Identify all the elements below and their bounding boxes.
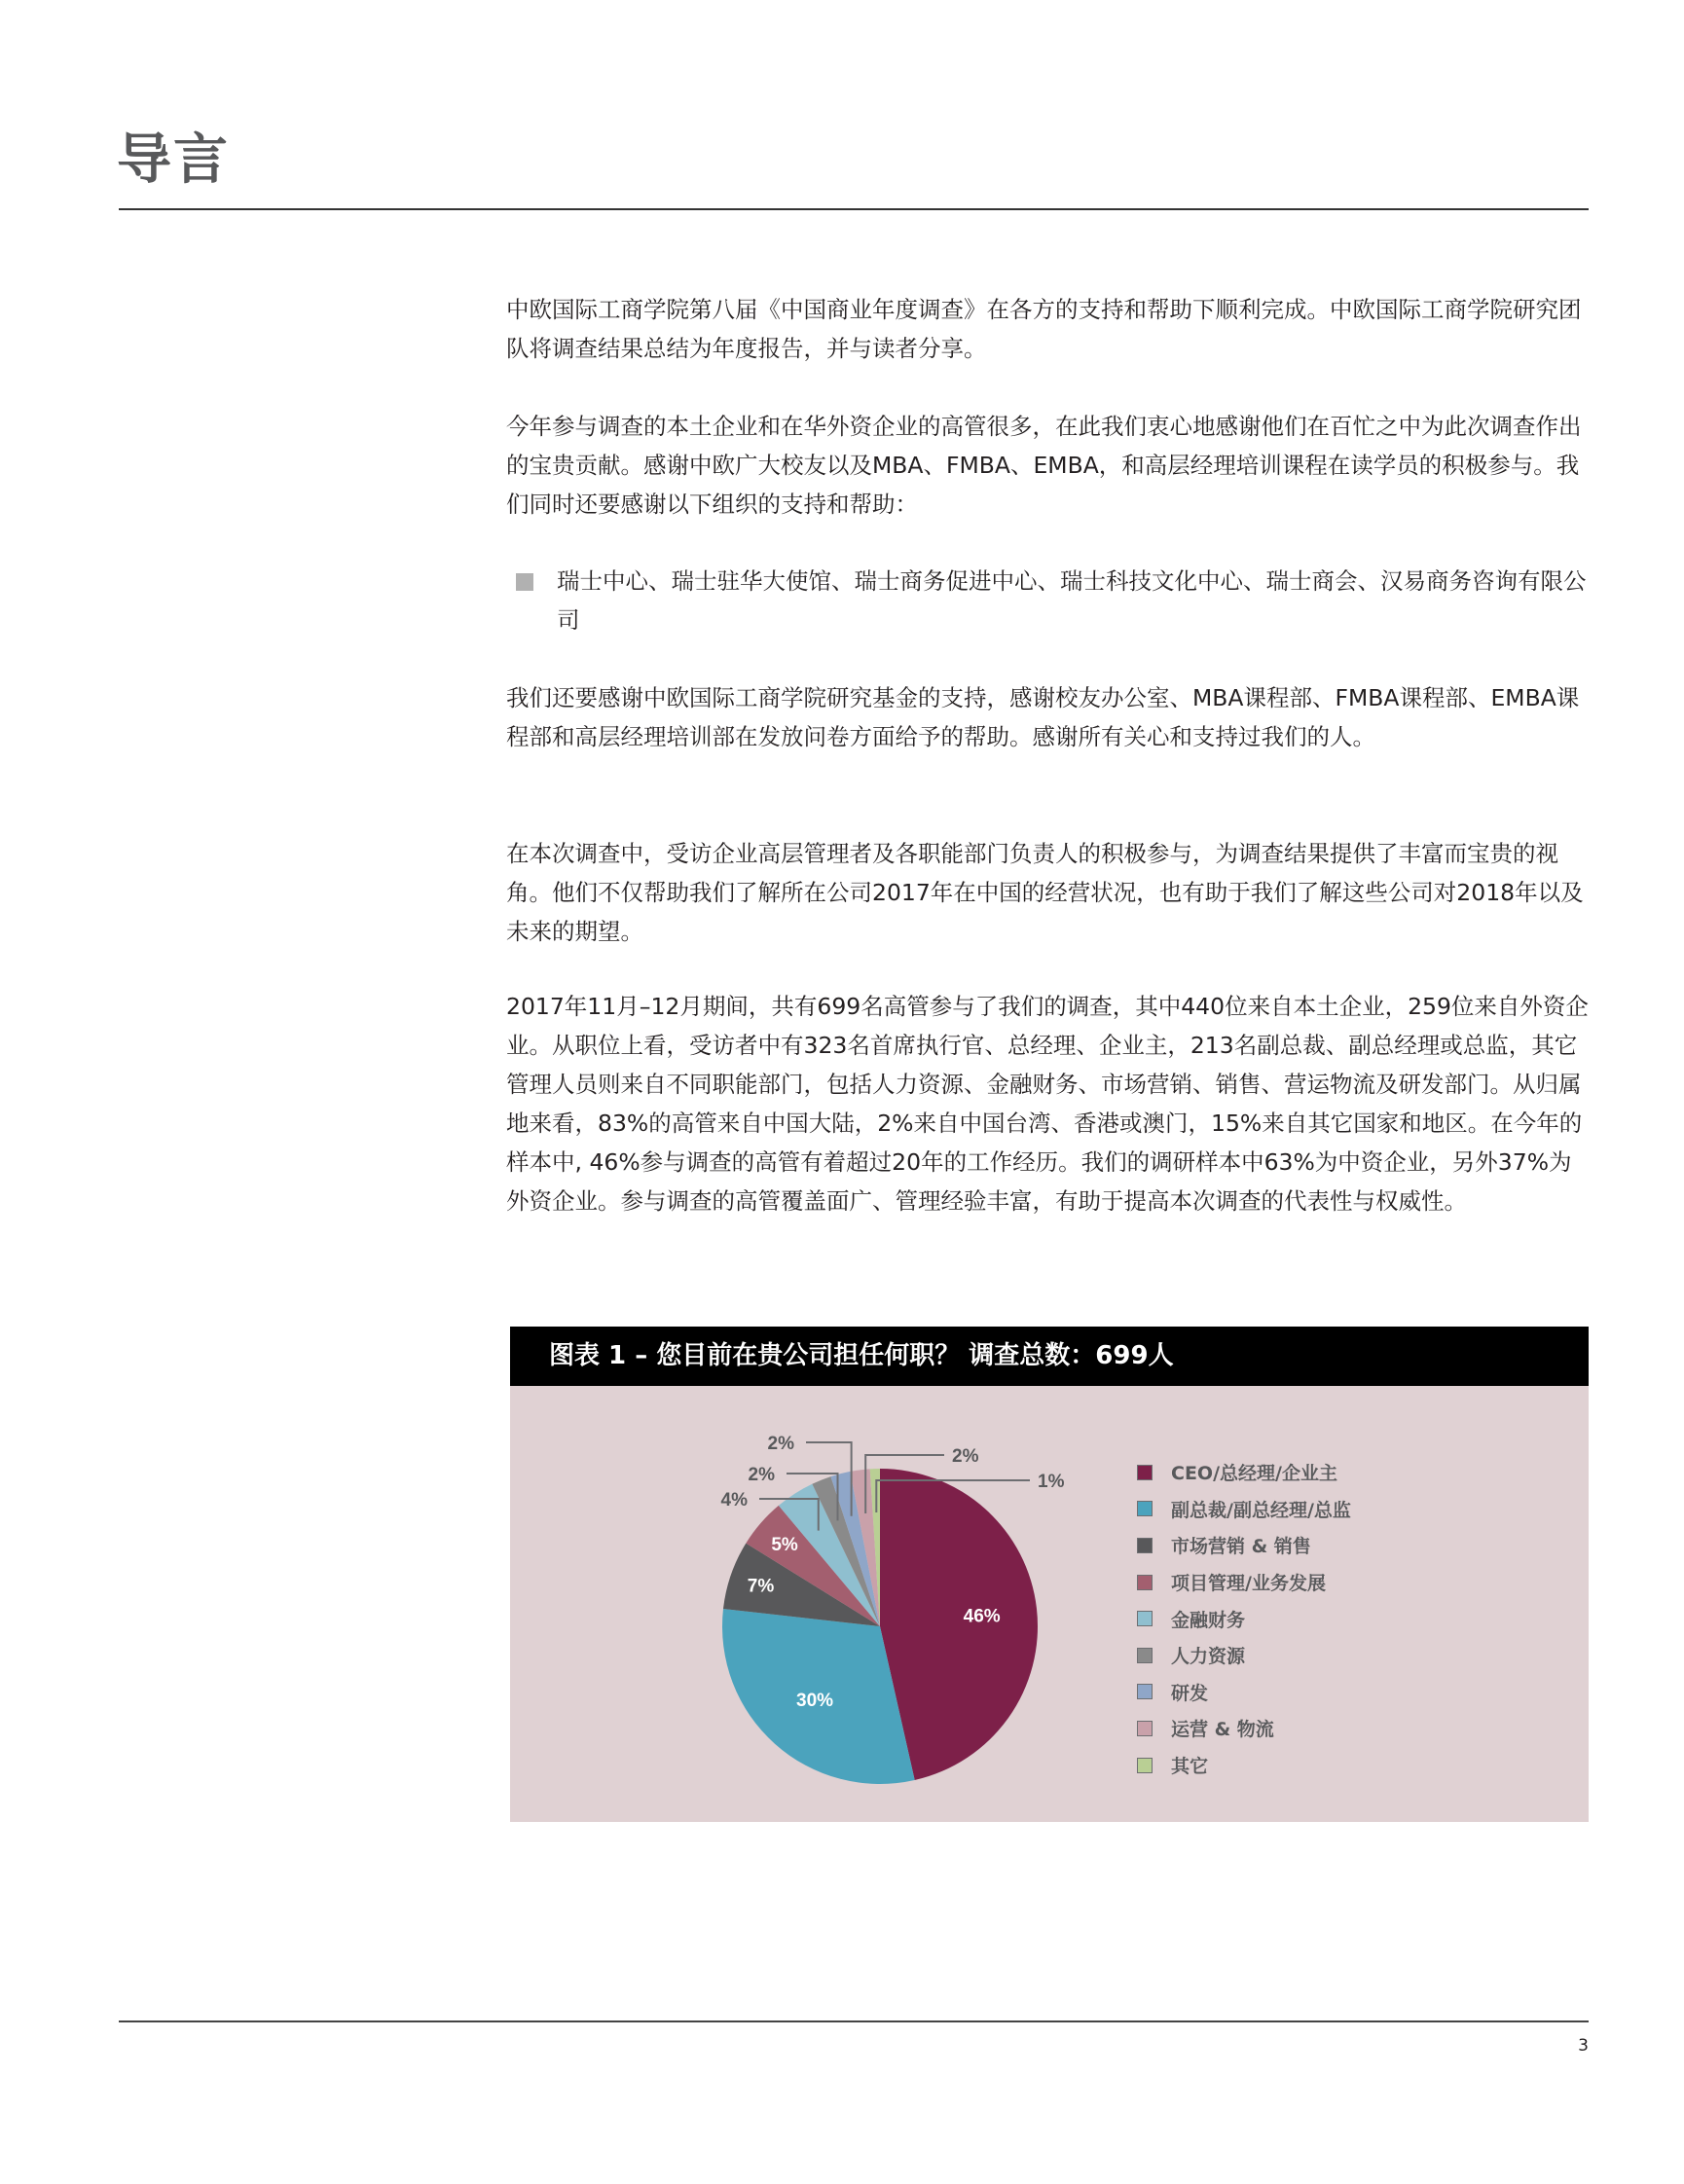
slice-label: 4% [720, 1490, 748, 1511]
legend-item [1137, 1674, 1351, 1711]
slice-label: 2% [952, 1446, 979, 1467]
legend-swatch-icon [1137, 1611, 1153, 1626]
paragraph-text: 今年参与调查的本土企业和在华外资企业的高管很多，在此我们衷心地感谢他们在百忙之中为此次调查作出的宝贵贡献。感谢中欧广大校友以及MBA、FMBA、EMBA，和高层经理培训课程在读学员的积极参与。我们同时还要感谢以下组织的支持和帮助： [506, 413, 1582, 518]
paragraph-text: 中欧国际工商学院第八届《中国商业年度调查》在各方的支持和帮助下顺利完成。中欧国际工商学院研究团队将调查结果总结为年度报告，并与读者分享。 [506, 296, 1582, 362]
legend-item [1137, 1564, 1351, 1601]
legend-label: 副总裁/副总经理/总监 [1171, 1499, 1351, 1521]
legend-label: 金融财务 [1171, 1609, 1246, 1631]
intro-paragraph-4 [506, 834, 1589, 951]
legend-item [1137, 1491, 1351, 1528]
paragraph-text: 我们还要感谢中欧国际工商学院研究基金的支持，感谢校友办公室、MBA课程部、FMBA课程部、EMBA课程部和高层经理培训部在发放问卷方面给予的帮助。感谢所有关心和支持过我们的人。 [506, 684, 1580, 750]
slice-label: 46% [963, 1606, 1001, 1627]
paragraph-text: 2017年11月–12月期间，共有699名高管参与了我们的调查，其中440位来自本土企业，259位来自外资企业。从职位上看，受访者中有323名首席执行官、总经理、企业主，213名副总裁、副总经理或总监，其它管理人员则来自不同职能部门，包括人力资源、金融财务、市场营销、销售、营运物流及研发部门。从归属地来看，83%的高管来自中国大陆，2%来自中国台湾、香港或澳门，15%来自其它国家和地区。在今年的样本中, 46%参与调查的高管有着超过20年的工作经历。我们的调研样本中63%为中资企业，另外37%为外资企业。参与调查的高管覆盖面广、管理经验丰富，有助于提高本次调查的代表性与权威性。 [506, 993, 1589, 1215]
chart-legend [1137, 1454, 1351, 1783]
legend-swatch-icon [1137, 1465, 1153, 1480]
sponsor-bullet [506, 562, 1589, 639]
legend-swatch-icon [1137, 1684, 1153, 1699]
legend-swatch-icon [1137, 1758, 1153, 1773]
page-number: 3 [1578, 2036, 1589, 2056]
legend-label: 市场营销 & 销售 [1171, 1536, 1311, 1558]
legend-item [1137, 1527, 1351, 1564]
slice-label: 7% [747, 1576, 775, 1597]
slice-label: 30% [796, 1690, 834, 1711]
legend-item [1137, 1454, 1351, 1491]
slice-label: 1% [1038, 1472, 1065, 1492]
paragraph-text: 在本次调查中，受访企业高层管理者及各职能部门负责人的积极参与，为调查结果提供了丰富而宝贵的视角。他们不仅帮助我们了解所在公司2017年在中国的经营状况，也有助于我们了解这些公司对2018年以及未来的期望。 [506, 840, 1584, 945]
legend-swatch-icon [1137, 1648, 1153, 1663]
intro-paragraph-3 [506, 678, 1589, 756]
legend-label: CEO/总经理/企业主 [1171, 1463, 1337, 1485]
pie-chart [510, 1386, 1133, 1822]
legend-label: 其它 [1171, 1756, 1209, 1778]
footer-divider [119, 2020, 1589, 2022]
legend-item [1137, 1637, 1351, 1674]
legend-swatch-icon [1137, 1575, 1153, 1590]
slice-label: 2% [748, 1465, 775, 1485]
legend-item [1137, 1600, 1351, 1637]
legend-label: 人力资源 [1171, 1646, 1246, 1668]
legend-label: 运营 & 物流 [1171, 1719, 1274, 1741]
legend-swatch-icon [1137, 1721, 1153, 1736]
legend-item [1137, 1710, 1351, 1747]
bullet-text: 瑞士中心、瑞士驻华大使馆、瑞士商务促进中心、瑞士科技文化中心、瑞士商会、汉易商务咨询有限公司 [557, 567, 1587, 634]
legend-label: 项目管理/业务发展 [1171, 1573, 1326, 1595]
legend-label: 研发 [1171, 1682, 1209, 1704]
legend-item [1137, 1747, 1351, 1784]
legend-swatch-icon [1137, 1538, 1153, 1553]
slice-label: 5% [771, 1535, 798, 1556]
intro-paragraph-1 [506, 290, 1589, 368]
legend-swatch-icon [1137, 1501, 1153, 1516]
chart-title: 图表 1 – 您目前在贵公司担任何职？ 调查总数：699人 [510, 1327, 1589, 1386]
slice-label: 2% [767, 1434, 794, 1454]
title-divider [119, 208, 1589, 210]
intro-paragraph-5 [506, 987, 1589, 1220]
intro-paragraph-2 [506, 407, 1589, 524]
bullet-square-icon [516, 573, 533, 591]
page-title: 导言 [117, 127, 230, 192]
chart-panel [510, 1386, 1589, 1822]
